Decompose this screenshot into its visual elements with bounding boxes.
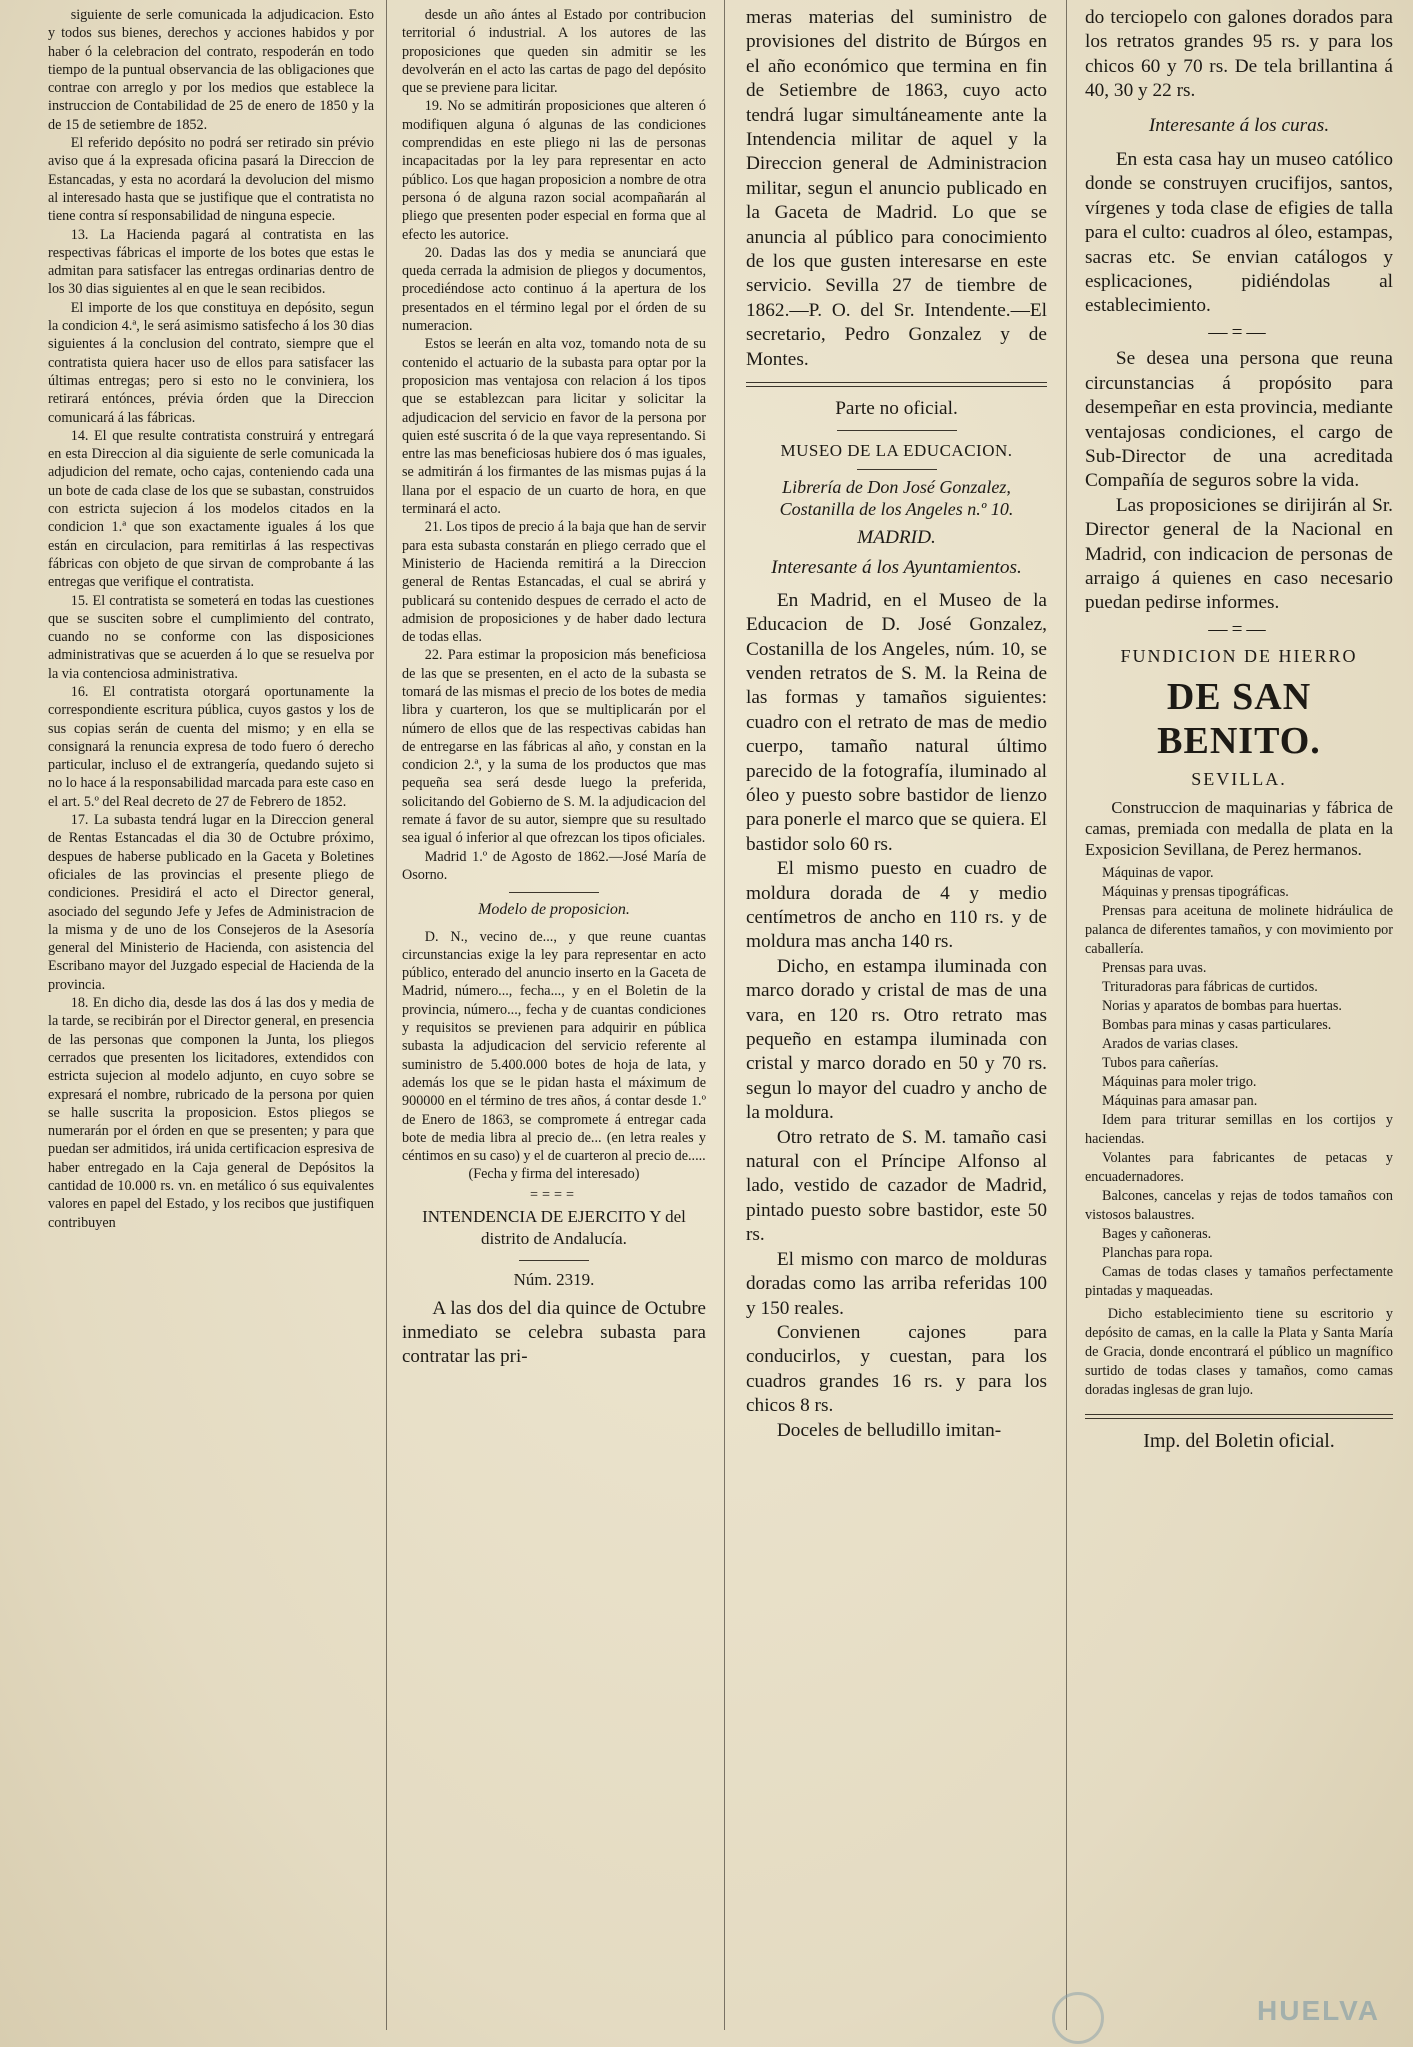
model-text: D. N., vecino de..., y que reune cuantas circunstancias exige la ley para representar en acto público, enterado del anuncio inserto en la Gaceta de Madrid, número..., fecha..., y en el Boletin de la provincia, número..., fecha y de cuantas condiciones y requisitos se previenen para adquirir en pública subasta la adjudicacion del servicio referente al suministro de 5.400.000 botes de hoja de lata, y además los que se le pidan hasta el máximum de 900000 en el término de tres años, á contar desde 1.º de Enero de 1863, se compromete á entregar cada bote de media libra al precio de... (en letra reales y céntimos en su caso) y el de cuarteron al precio de.....	[402, 928, 706, 1165]
column-2	[402, 6, 706, 1369]
list-item: Arados de varias clases.	[1102, 1035, 1239, 1052]
archive-seal-icon	[1052, 1992, 1104, 2044]
list-item: Tubos para cañerías.	[1102, 1054, 1219, 1071]
paragraph: siguiente de serle comunicada la adjudicacion. Esto y todos sus bienes, derechos y acciones habidos y por haber ó la celebracion del contrato, respoderán en todo tiempo de la puntual observancia de las obligaciones que contrae con arreglo y por los medios que establece la instruccion de Contabilidad de 25 de enero de 1850 y la de 15 de setiembre de 1852.	[48, 7, 374, 133]
list-item: Norias y aparatos de bombas para huertas.	[1102, 997, 1342, 1014]
paragraph: Estos se leerán en alta voz, tomando nota de su contenido el actuario de la subasta para optar por la proposicion mas ventajosa con relacion á los tipos que se establezcan para licitar y solicitar la adjudicacion del servicio en favor de la persona por quien esté suscrita ó de la que vaya representando. Si entre las mas beneficiosas hubiere dos ó mas iguales, se admitirán á los firmantes de las mismas pujas á la llana por el espacio de un cuarto de hora, en que terminará el acto.	[402, 336, 706, 518]
city-line: MADRID.	[857, 526, 936, 548]
notice-number: Núm. 2319.	[513, 1270, 595, 1289]
section-heading: MUSEO DE LA EDUCACION.	[780, 440, 1013, 460]
paragraph: 15. El contratista se someterá en todas las cuestiones que se susciten sobre el cumplimiento del contrato, cuando no se conforme con las disposiciones administrativas que se acuerden á lo que se resuelva por la via contenciosa administrativa.	[48, 592, 374, 682]
paragraph: 16. El contratista otorgará oportunamente la correspondiente escritura pública, cuyos gastos y los de sus copias serán de cuenta del mismo; y en ella se consignará la renuncia expresa de todo fuero ó derecho particular, incluso el de extrangería, quedando sujeto si no lo hace á la responsabilidad marcada para este caso en el art. 5.º del Real decreto de 27 de Febrero de 1852.	[48, 683, 374, 810]
product-list	[1085, 864, 1393, 1301]
divider: ====	[529, 1186, 578, 1203]
paragraph: Construccion de maquinarias y fábrica de camas, premiada con medalla de plata en la Exposicion Sevillana, de Perez hermanos.	[1085, 797, 1393, 859]
paragraph: desde un año ántes al Estado por contribucion territorial ó industrial. A los autores de las proposiciones que queden sin admitir se les devolverán en el acto las cartas de pago del depósito que se previene para licitar.	[402, 7, 706, 97]
paragraph: meras materias del suministro de provisiones del distrito de Búrgos en el año económico que termina en fin de Setiembre de 1863, cuyo acto tendrá lugar simultáneamente ante la Intendencia militar de aquel y la Direccion general de Administracion militar, segun el anuncio publicado en la Gaceta de Madrid. Lo que se anuncia al público para conocimiento de los que gusten interesarse en este servicio. Sevilla 27 de tiembre de 1862.—P. O. del Sr. Intendente.—El secretario, Pedro Gonzalez y de Montes.	[746, 7, 1047, 370]
paragraph: 19. No se admitirán proposiciones que alteren ó modifiquen alguna ó algunas de las condiciones comprendidas en este pliego ni las de personas incapacitadas por la ley para representar en acto público. Los que hagan proposicion a nombre de otra persona ó de alguna razon social acompañarán al pliego que presenten poder especial en forma que al efecto les autorice.	[402, 98, 706, 243]
list-item: Camas de todas clases y tamaños perfectamente pintadas y maqueadas.	[1085, 1263, 1393, 1299]
column-1	[48, 6, 374, 1232]
column-4	[1085, 6, 1393, 1453]
divider: —=—	[1208, 618, 1270, 640]
list-item: Máquinas de vapor.	[1102, 864, 1214, 881]
paragraph: El importe de los que constituya en depósito, segun la condicion 4.ª, le será asimismo satisfecho á los 30 dias siguientes á la conclusion del contrato, siempre que el contratista quiera hacer uso de ellos para satisfacer las últimas entregas; pero si esto no le conviniera, los retirará entónces, prévia órden que la Direccion comunicará á las fábricas.	[48, 299, 374, 426]
list-item: Planchas para ropa.	[1102, 1244, 1213, 1261]
list-item: Idem para triturar semillas en los cortijos y haciendas.	[1085, 1111, 1393, 1147]
divider	[857, 469, 937, 470]
subheading: Interesante á los Ayuntamientos.	[771, 557, 1022, 579]
paragraph: El mismo con marco de molduras doradas como las arriba referidas 100 y 150 reales.	[746, 1248, 1047, 1319]
divider	[1085, 1414, 1393, 1419]
signature-line: Madrid 1.º de Agosto de 1862.—José María de Osorno.	[402, 848, 706, 883]
printer-line: Imp. del Boletin oficial.	[1143, 1429, 1335, 1452]
column-3	[746, 6, 1047, 1443]
list-item: Prensas para aceituna de molinete hidráulica de palanca de diferentes tamaños, y con movimiento por caballería.	[1085, 902, 1393, 957]
paragraph: do terciopelo con galones dorados para los retratos grandes 95 rs. y para los chicos 60 y 70 rs. De tela brillantina á 40, 30 y 22 rs.	[1085, 7, 1393, 102]
paragraph: En esta casa hay un museo católico donde se construyen crucifijos, santos, vírgenes y toda clase de efigies de talla para el culto: cuadros al óleo, estampas, sacras etc. Se envian catálogos y esplicaciones, pidiéndolas al establecimiento.	[1085, 149, 1393, 317]
paragraph: Doceles de belludillo imitan-	[776, 1419, 1002, 1441]
paragraph: 22. Para estimar la proposicion más beneficiosa de las que se presenten, en el acto de la subasta se tomará de las mismas el precio de los botes de media libra y cuarteron, los que se multiplicarán por el número de ellos que de las respectivas cabidas han de entregarse en las fábricas al año, y constan en la condicion 2.ª, y la suma de los productos que mas pequeña sea será desde luego la preferida, solicitando del Gobierno de S. M. la adjudicacion del remate á favor de su autor, siempre que su resultado sea igual ó inferior al que ofrezcan los tipos oficiales.	[402, 647, 706, 847]
list-item: Bombas para minas y casas particulares.	[1102, 1016, 1332, 1033]
paragraph: A las dos del dia quince de Octubre inmediato se celebra subasta para contratar las pri-	[402, 1298, 706, 1368]
section-heading: Parte no oficial.	[835, 398, 958, 420]
list-item: Prensas para uvas.	[1102, 959, 1207, 976]
list-item: Máquinas para moler trigo.	[1102, 1073, 1257, 1090]
list-item: Bages y cañoneras.	[1102, 1225, 1212, 1242]
section-heading: INTENDENCIA DE EJERCITO Y del distrito de Andalucía.	[422, 1207, 686, 1248]
paragraph: 13. La Hacienda pagará al contratista en las respectivas fábricas el importe de los botes que estas le admitan para satisfacer las entregas ordinarias dentro de los 30 dias siguientes al en que le sean recibidos.	[48, 226, 374, 298]
divider	[509, 892, 599, 893]
foundry-name: DE SAN BENITO.	[1157, 675, 1321, 762]
paragraph: En Madrid, en el Museo de la Educacion de D. José Gonzalez, Costanilla de los Angeles, núm. 10, se venden retratos de S. M. la Reina de las formas y tamaños siguientes: cuadro con el retrato de mas de medio cuerpo, tamaño natural último parecido de la fotografía, iluminado al óleo y puesto sobre bastidor de lienzo para ponerle el marco que se quiera. El bastidor solo 60 rs.	[746, 589, 1047, 855]
list-item: Máquinas para amasar pan.	[1102, 1092, 1258, 1109]
subheading: Interesante á los curas.	[1148, 114, 1330, 136]
list-item: Volantes para fabricantes de petacas y encuadernadores.	[1085, 1149, 1393, 1185]
divider	[746, 382, 1047, 387]
paragraph: 18. En dicho dia, desde las dos á las dos y media de la tarde, se recibirán por el Director general, en presencia de las personas que componen la Junta, los pliegos cerrados que presenten los licitadores, extendidos con estricta sujecion al modelo adjunto, en cuyo sobre se expresará el nombre, rubricado de la persona por quien se halle suscrita la proposicion. Estos pliegos se numerarán por el órden en que se presenten; y para que puedan ser admitidos, irá unida certificacion espresiva de haber entregado en la Caja general de Depósitos la cantidad de 10.000 rs. vn. en metálico ó sus equivalentes valores en papel del Estado, y los recibos que justifiquen contribuyen	[48, 995, 374, 1231]
paragraph: 14. El que resulte contratista construirá y entregará en esta Direccion al dia siguiente de serle comunicada la adjudicion del remate, ocho cajas, conteniendo cada una un bote de cada clase de los que se subastan, construidos con estricta sujecion á los modelos citados en la condicion 1.ª que son exactamente iguales á los que están en circulacion, para remitirlas á las respectivas fábricas con objeto de que sirvan de comprobante á las entregas que verifique el contratista.	[48, 427, 374, 591]
column-rule	[724, 0, 725, 2030]
list-item: Trituradoras para fábricas de curtidos.	[1102, 978, 1318, 995]
divider	[519, 1260, 589, 1261]
archive-watermark: HUELVA	[1257, 1995, 1380, 2026]
paragraph: 20. Dadas las dos y media se anunciará que queda cerrada la admision de pliegos y documentos, procediéndose acto continuo á la apertura de los presentados en el término legal por el órden de su numeracion.	[402, 244, 706, 335]
paragraph: 17. La subasta tendrá lugar en la Direccion general de Rentas Estancadas el dia 30 de Octubre próximo, despues de haberse publicado en la Gaceta y Boletines oficiales de las provincias el presente pliego de condiciones. Presidirá el acto el Director general, asociado del segundo Jefe y Jefes de Administracion de la misma y de uno de los Consejeros de la Asesoría general del Ministerio de Hacienda, con asistencia del Escribano mayor del Juzgado especial de Hacienda de la provincia.	[48, 812, 374, 993]
paragraph: Se desea una persona que reuna circunstancias á propósito para desempeñar en esta provincia, mediante ventajosas condiciones, el cargo de Sub-Director de una acreditada Compañía de seguros sobre la vida.	[1085, 348, 1393, 492]
foundry-city: SEVILLA.	[1191, 768, 1287, 789]
foundry-heading: FUNDICION DE HIERRO	[1120, 646, 1358, 667]
paragraph: 21. Los tipos de precio á la baja que han de servir para esta subasta constarán en pliego cerrado que el Ministerio de Hacienda remitirá a la Direccion general de Rentas Estancadas, el cual se abrirá y publicará su contenido despues de cerrado el acto de admision de proposiciones y de haber dado lectura de todas ellas.	[402, 519, 706, 646]
paragraph: Las proposiciones se dirijirán al Sr. Director general de la Nacional en Madrid, con indicacion de personas de arraigo á quienes en caso necesario puedan pedirse informes.	[1085, 494, 1393, 614]
list-item: Balcones, cancelas y rejas de todos tamaños con vistosos balaustres.	[1085, 1187, 1393, 1223]
divider	[837, 430, 957, 431]
paragraph: Dicho establecimiento tiene su escritorio y depósito de camas, en la calle la Plata y Santa María de Gracia, donde encontrará el público un magnífico surtido de todas clases y tamaños, como camas doradas inglesas de gran lujo.	[1085, 1305, 1393, 1398]
paragraph: El referido depósito no podrá ser retirado sin prévio aviso que á la expresada oficina pasará la Direccion de Estancadas, y esta no acordará la devolucion del mismo al interesado hasta que se justifique que el contratista no tiene contra sí responsabilidad de ninguna especie.	[48, 135, 374, 225]
model-signature: (Fecha y firma del interesado)	[468, 1166, 640, 1183]
model-title: Modelo de proposicion.	[478, 901, 630, 919]
paragraph: Convienen cajones para conducirlos, y cuestan, para los cuadros grandes 16 rs. y para los chicos 8 rs.	[746, 1321, 1047, 1417]
paragraph: Otro retrato de S. M. tamaño casi natural con el Príncipe Alfonso al lado, vestido de cazador de Madrid, pintado puesto sobre bastidor, este 50 rs.	[746, 1126, 1047, 1246]
column-rule	[386, 0, 387, 2030]
list-item: Máquinas y prensas tipográficas.	[1102, 883, 1289, 900]
divider: —=—	[1208, 321, 1270, 343]
publisher-line: Librería de Don José Gonzalez, Costanilla de los Angeles n.º 10.	[779, 476, 1014, 519]
column-rule	[1066, 0, 1067, 2030]
paragraph: El mismo puesto en cuadro de moldura dorada de 4 y medio centímetros de ancho en 110 rs. y de moldura mas ancha 140 rs.	[746, 858, 1047, 953]
paragraph: Dicho, en estampa iluminada con marco dorado y cristal de mas de una vara, en 120 rs. Otro retrato mas pequeño en estampa iluminada con cristal y marco dorado en 50 y 70 rs. segun lo mayor del cuadro y ancho de la moldura.	[746, 955, 1047, 1124]
